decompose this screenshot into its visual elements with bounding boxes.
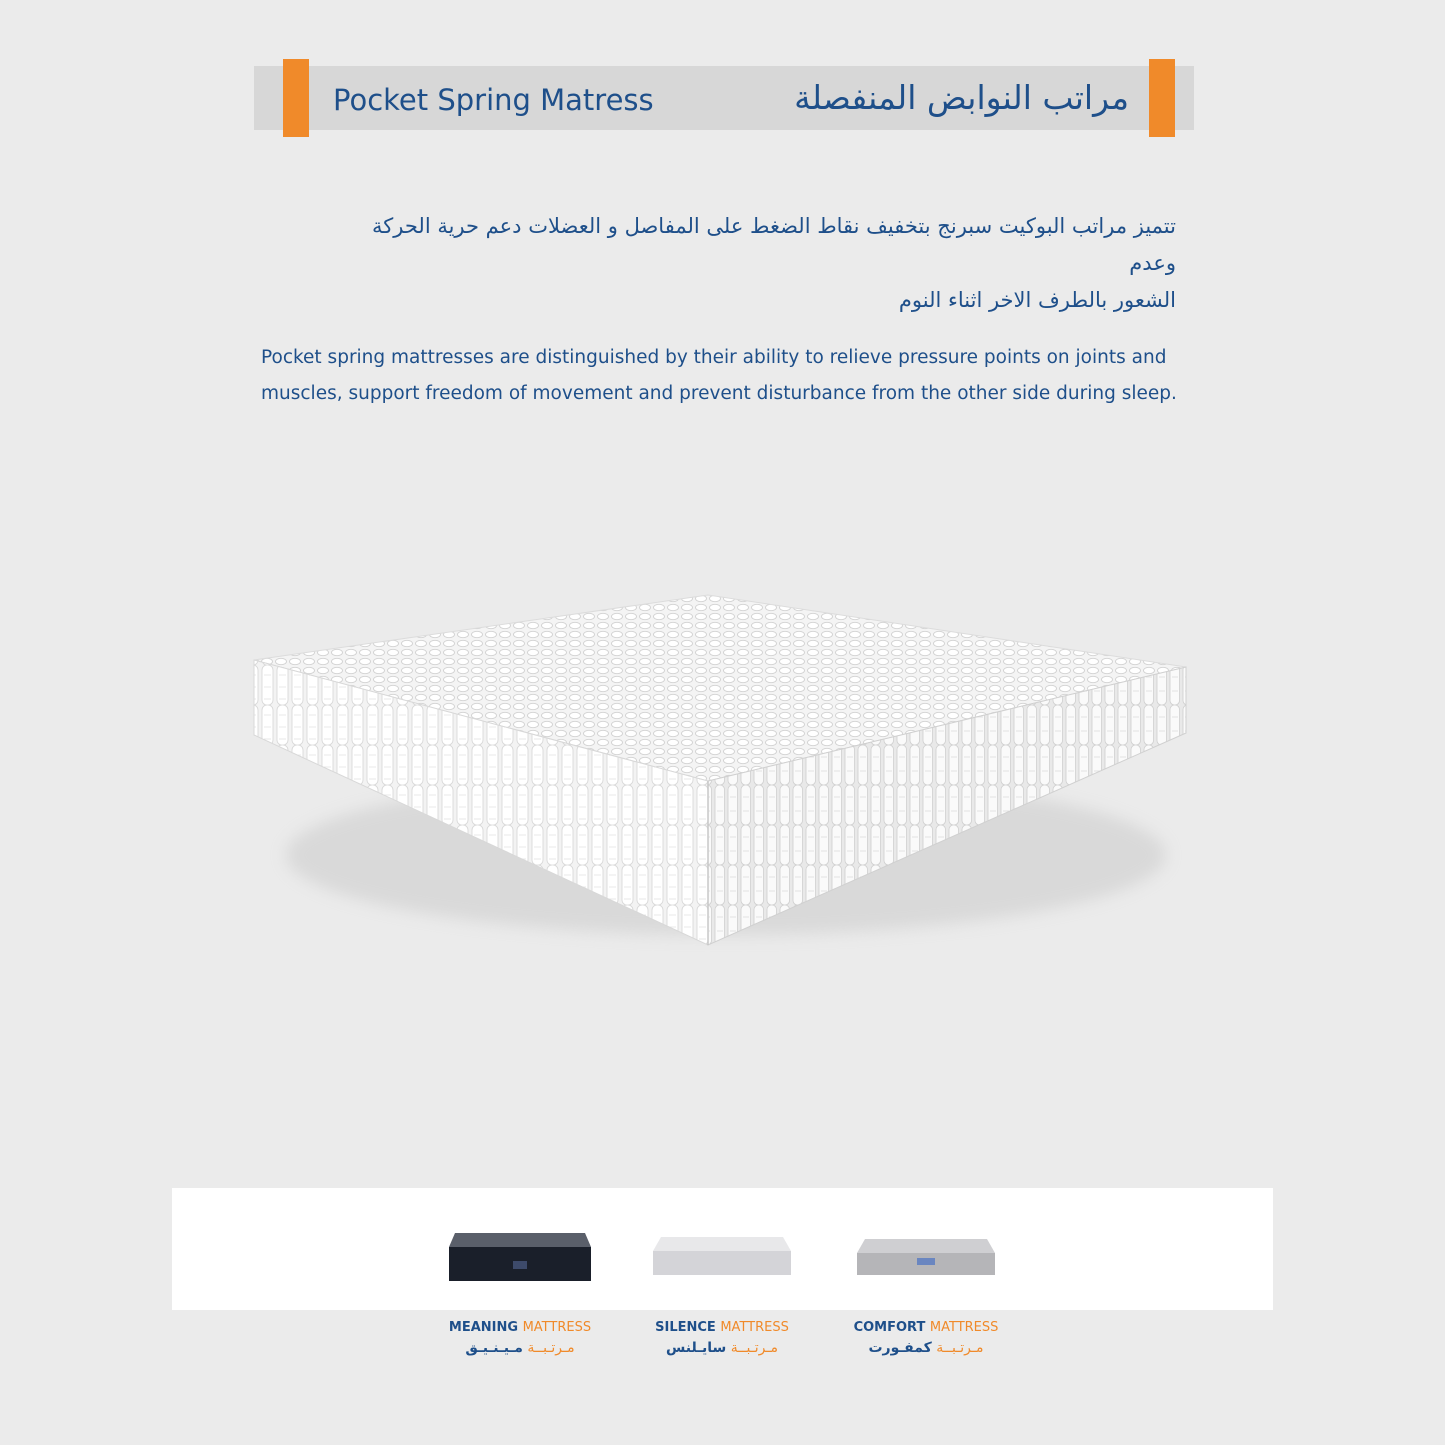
- page-title-arabic: مراتب النوابض المنفصلة: [794, 78, 1129, 117]
- mattress-top: [449, 1233, 591, 1247]
- meaning-mattress-image: [445, 1225, 595, 1295]
- product-comfort-name-arabic: مـرتـبــة كمفـورت: [868, 1340, 984, 1356]
- product-meaning-name: MEANING MATTRESS: [448, 1320, 592, 1335]
- description-english: [261, 340, 1191, 412]
- mattress-top: [653, 1237, 791, 1251]
- pocket-spring-unit-image: [246, 585, 1191, 965]
- product-comfort-name: COMFORT MATTRESS: [853, 1320, 999, 1335]
- silence-mattress-image: [647, 1225, 797, 1295]
- mattress-body: [653, 1251, 791, 1275]
- description-arabic: [320, 208, 1176, 319]
- page-title-english: Pocket Spring Matress: [333, 83, 654, 117]
- product-silence-name: SILENCE MATTRESS: [655, 1320, 789, 1335]
- description-english-line-1: Pocket spring mattresses are distinguished by their ability to relieve pressure points on joints and: [261, 347, 1167, 368]
- description-arabic-line-1: تتميز مراتب البوكيت سبرنج بتخفيف نقاط الضغط على المفاصل و العضلات دعم حرية الحركة وعدم: [372, 214, 1176, 275]
- product-meaning-name-arabic: مـرتـبــة مـيـنـيـق: [465, 1340, 575, 1356]
- description-arabic-line-2: الشعور بالطرف الاخر اثناء النوم: [898, 288, 1176, 312]
- header-accent-right: [1149, 59, 1175, 137]
- comfort-mattress-image: [851, 1225, 1001, 1295]
- product-silence-name-arabic: مـرتـبــة سايـلنس: [665, 1340, 778, 1356]
- header-accent-left: [283, 59, 309, 137]
- mattress-top: [857, 1239, 995, 1253]
- description-english-line-2: muscles, support freedom of movement and prevent disturbance from the other side during sleep.: [261, 383, 1177, 404]
